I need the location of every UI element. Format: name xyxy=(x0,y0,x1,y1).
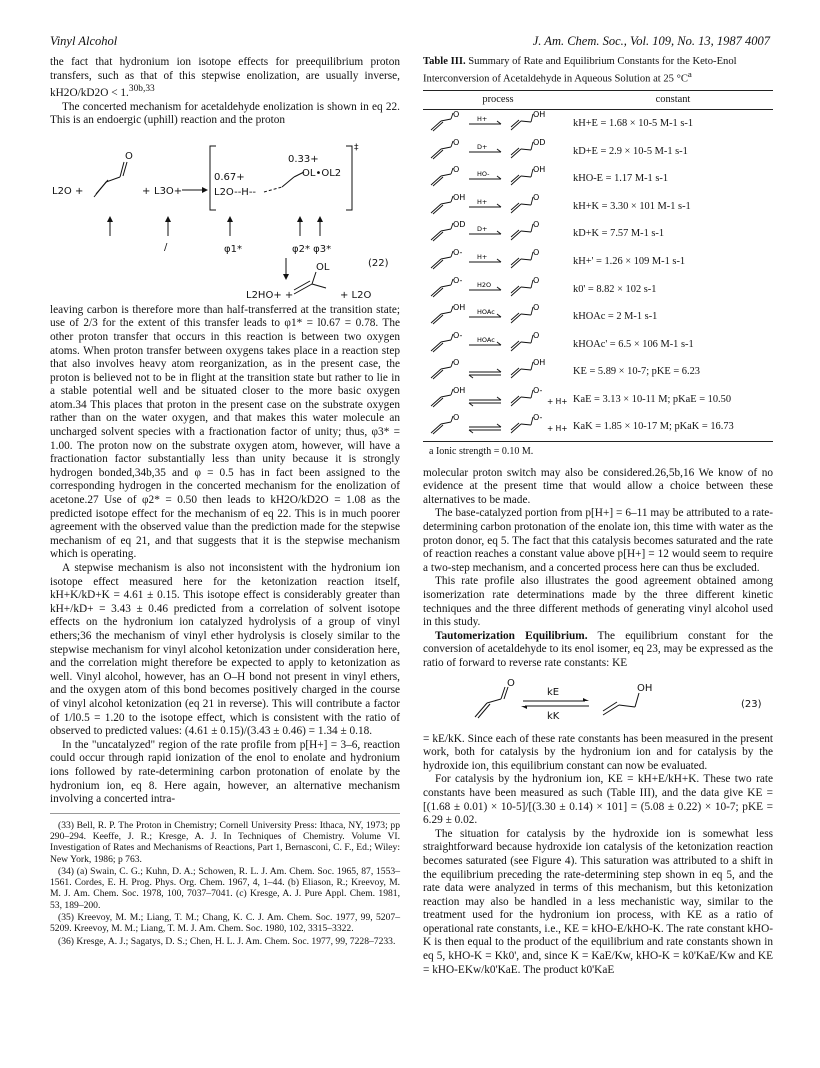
equation-23-drawing xyxy=(423,677,773,727)
proton-label: + H+ xyxy=(547,424,568,434)
table-row xyxy=(423,358,773,386)
reactant-water: L2O + xyxy=(52,185,84,197)
left-structure-group: OH xyxy=(453,192,466,202)
right-structure-group: OH xyxy=(533,109,546,119)
left-structure-group: O- xyxy=(453,330,463,340)
catalyst-label: HO- xyxy=(477,170,490,179)
process-cell xyxy=(423,109,573,137)
table-row xyxy=(423,220,773,248)
constant-cell: kHOAc = 2 M-1 s-1 xyxy=(573,311,658,323)
reaction-drawing xyxy=(423,358,573,381)
left-structure-group: OH xyxy=(453,385,466,395)
eq23-right-group: OH xyxy=(637,682,653,694)
equation-23 xyxy=(423,677,773,727)
left-structure-group: O- xyxy=(453,247,463,257)
reference-33: (33) Bell, R. P. The Proton in Chemistry; Cornell University Press: Ithaca, NY, 1973; pp 290–294. Keeffe, J. R.; Kresge, A. J. In Techniques of Chemistry. Volume VI. Investigation of Rates and Mechanisms of Reactions, Part 1, Bernasconi, C. F., Ed.; Wiley: New York, 1986; p 763. xyxy=(50,819,400,865)
table-row xyxy=(423,193,773,221)
catalyst-label: HOAc xyxy=(477,308,495,317)
reaction-drawing xyxy=(423,331,573,354)
left-structure-group: O xyxy=(453,137,460,147)
phi1-label: φ1* xyxy=(224,243,242,255)
right-structure-group: OD xyxy=(533,137,546,147)
ts-partial-charge-top: 0.33+ xyxy=(288,153,319,165)
right-structure-group: O xyxy=(533,192,540,202)
table-row xyxy=(423,413,773,441)
ts-left-group: L2O--H-- xyxy=(214,186,257,198)
right-column xyxy=(423,56,773,977)
proton-label: + H+ xyxy=(547,396,568,406)
right-structure-group: O xyxy=(533,247,540,257)
reaction-drawing xyxy=(423,220,573,243)
paragraph: A stepwise mechanism is also not inconsistent with the hydronium ion isotope effect measured here for the ketonization reaction itself, kH+K/kD+K = 4.61 ± 0.15. This isotope effect is considerably greater than kH+/kD+ = 3.43 ± 0.46 predicted from a correlation of solvent isotope effects on the hydronium ion catalyzed hydrolysis of a group of vinyl ethers;36 the mechanism of vinyl ether hydrolysis is closely similar to the stepwise mechanism for vinyl alcohol ketonization under consideration here, and the correlation might therefore be expected to apply to ketonization as well. Vinyl alcohol, however, has an O–H bond not present in vinyl ethers, and the oxygen atom of this bond becomes positively charged in the course of vinyl alcohol ketonization (eq 21 in reverse). This will contribute a factor of 1/l0.5 = 1.20 to the isotope effect, which is consistent with the ratio of observed to predicted values: (4.61 ± 0.15)/(3.43 ± 0.46) = 1.34 ± 0.18. xyxy=(50,562,400,738)
table-row xyxy=(423,276,773,304)
catalyst-label: H+ xyxy=(477,114,488,123)
left-structure-group: O- xyxy=(453,275,463,285)
process-cell xyxy=(423,413,573,441)
reaction-drawing xyxy=(423,165,573,188)
table-iii xyxy=(423,90,773,442)
right-structure-group: O- xyxy=(533,385,543,395)
right-structure-group: OH xyxy=(533,165,546,175)
carbonyl-oxygen: O xyxy=(125,150,133,162)
left-structure-group: OH xyxy=(453,303,466,313)
process-cell xyxy=(423,165,573,193)
table-row xyxy=(423,331,773,359)
table-row xyxy=(423,303,773,331)
paragraph: The situation for catalysis by the hydroxide ion is somewhat less straightforward because hydroxide ion catalysis of the ketonization reaction becomes saturated (see Figure 4). This saturation was attributed to a shift in the equilibrium preceding the rate-determining step shown in eq 5, and the rate data were analyzed in terms of this mechanism, but this ketonization reaction may also be handled in a less mechanistic way, similar to the treatment used for the hydronium ion process, with KE as a ratio of operational rate constants, i.e., KE = kHO-E/kHO-K. The rate constant kHO-K is then equal to the product of the equilibrium and rate constants shown in eq 5, kHO-K = Kk0', and, since K = KaE/Kw, kHO-K = k0'KaE/Kw and KE = kHO-EKw/k0'KaE. The product k0'KaE xyxy=(423,827,773,976)
paragraph: For catalysis by the hydronium ion, KE = kH+E/kH+K. These two rate constants have been measured as such (Table III), and the data give KE = [(1.68 ± 0.01) × 10-5]/[(3.30 ± 0.14) × 101] = (5.08 ± 0.22) × 10-7; pKE = 6.29 ± 0.02. xyxy=(423,773,773,827)
constant-cell: kH+E = 1.68 × 10-5 M-1 s-1 xyxy=(573,117,694,129)
paragraph: The concerted mechanism for acetaldehyde enolization is shown in eq 22. This is an endoergic (uphill) reaction and the proton xyxy=(50,100,400,127)
ts-right-group: OL•OL2 xyxy=(302,167,342,179)
ts-partial-charge-left: 0.67+ xyxy=(214,171,245,183)
process-cell xyxy=(423,386,573,414)
catalyst-label: H2O xyxy=(477,280,492,289)
paragraph: the fact that hydronium ion isotope effects for preequilibrium proton transfers, such as that of this stepwise enolization, are usually inverse, kH2O/kD2O < 1.$^{30b,33}$ xyxy=(50,56,400,99)
column-header-process: process xyxy=(423,91,573,110)
paragraph: In the "uncatalyzed" region of the rate profile from p[H+] = 3–6, reaction could occur through rapid ionization of the enol to enolate and hydronium ions followed by rate-determining carbon protonation of enolate by the hydronium ion, eq 8. Here again, however, an alternative mechanism involving a concerted intra- xyxy=(50,738,400,806)
eq23-number: (23) xyxy=(741,698,762,710)
catalyst-label: D+ xyxy=(477,142,488,151)
catalyst-label: HOAc xyxy=(477,335,495,344)
paragraph: This rate profile also illustrates the good agreement obtained among isomerization rate determinations made by the three different kinetic techniques and the three different methods of generating vinyl alcohol used in this study. xyxy=(423,575,773,629)
hydronium-reactant: L3O+ xyxy=(154,185,183,197)
process-cell xyxy=(423,358,573,386)
right-structure-group: O xyxy=(533,275,540,285)
right-structure-group: OH xyxy=(533,358,546,368)
eq23-left-oxygen: O xyxy=(507,677,515,689)
reaction-drawing xyxy=(423,138,573,161)
reaction-drawing xyxy=(423,193,573,216)
journal-citation: J. Am. Chem. Soc., Vol. 109, No. 13, 1987 4007 xyxy=(532,34,770,48)
left-structure-group: OD xyxy=(453,220,466,230)
constant-cell: KaE = 3.13 × 10-11 M; pKaE = 10.50 xyxy=(573,393,732,405)
process-cell xyxy=(423,220,573,248)
running-title: Vinyl Alcohol xyxy=(50,34,118,48)
left-column xyxy=(50,56,400,948)
table-caption: Table III. Summary of Rate and Equilibrium Constants for the Keto-Enol Interconversion of Acetaldehyde in Aqueous Solution at 25 $^\circ C^a$ xyxy=(423,56,737,85)
paragraph: leaving carbon is therefore more than half-transferred at the transition state; use of 2/3 for the extent of this transfer leads to φ1* = l0.67 = 0.78. The other proton transfer that occurs in this reaction is between two oxygen atoms. When proton transfer between oxygens takes place in a reaction step that also involves heavy atom reorganization, as in the present case, the proton is believed not to be in flight at the transition state but rather to lie in a stable potential well and be situated closer to the more basic oxygen atom.34 This places that proton in the present case on the substrate oxygen rather than on the water oxygen, and that makes this water molecule an uncharged solvent species with a fractionation factor of unity; thus, φ3* = 1.00. The proton now on the substrate oxygen atom, however, will have a fractionation factor substantially less than unity because it is strongly hydrogen bonded,34b,35 and φ = 0.5 has in fact been assigned to the corresponding hydrogen in the concerted mechanism for the enolization of acetone.27 Use of φ2* = 0.50 then leads to kH2O/kD2O = 1.08 as the predicted isotope effect for the mechanism of eq 22. This is in much poorer agreement with the observed value than the prediction made for the stepwise mechanism of eq 21, and that suggests that it is the stepwise mechanism which is operating. xyxy=(50,303,400,561)
slash-label: / xyxy=(164,241,168,253)
process-cell xyxy=(423,138,573,166)
process-cell xyxy=(423,193,573,221)
table-row xyxy=(423,109,773,137)
reaction-drawing xyxy=(423,413,573,436)
constant-cell: kD+K = 7.57 M-1 s-1 xyxy=(573,228,665,240)
right-structure-group: O- xyxy=(533,413,543,423)
eq23-reverse-constant: kK xyxy=(547,710,560,722)
ts-charge: ‡ xyxy=(354,142,359,153)
reaction-drawing xyxy=(423,276,573,299)
constant-cell: kH+' = 1.26 × 109 M-1 s-1 xyxy=(573,255,686,267)
constant-cell: kHO-E = 1.17 M-1 s-1 xyxy=(573,173,669,185)
catalyst-label: D+ xyxy=(477,225,488,234)
equation-22-scheme xyxy=(50,132,400,302)
plus-sign: + xyxy=(142,185,151,197)
process-cell xyxy=(423,331,573,359)
table-footnote: a Ionic strength = 0.10 M. xyxy=(429,446,534,458)
catalyst-label: H+ xyxy=(477,252,488,261)
table-row xyxy=(423,386,773,414)
process-cell xyxy=(423,303,573,331)
process-cell xyxy=(423,248,573,276)
equation-22-number: (22) xyxy=(368,257,389,269)
right-structure-group: O xyxy=(533,220,540,230)
reaction-drawing xyxy=(423,110,573,133)
catalyst-label: H+ xyxy=(477,197,488,206)
product-ol: OL xyxy=(316,261,330,273)
column-header-constant: constant xyxy=(573,91,773,110)
constant-cell: KaK = 1.85 × 10-17 M; pKaK = 16.73 xyxy=(573,413,773,441)
product-hydronium: L2HO+ + xyxy=(246,289,294,301)
constant-cell: kH+K = 3.30 × 101 M-1 s-1 xyxy=(573,200,691,212)
left-structure-group: O xyxy=(453,358,460,368)
constant-cell: kD+E = 2.9 × 10-5 M-1 s-1 xyxy=(573,145,688,157)
left-structure-group: O xyxy=(453,165,460,175)
right-structure-group: O xyxy=(533,303,540,313)
constant-cell: k0' = 8.82 × 102 s-1 xyxy=(573,283,657,295)
table-row xyxy=(423,165,773,193)
table-row xyxy=(423,138,773,166)
paragraph: The base-catalyzed portion from p[H+] = 6–11 may be attributed to a rate-determining carbon protonation of the enolate ion, this time with water as the proton donor, eq 5. The fact that this catalysis becomes saturated and the rate of reaction reaches a constant value above p[H+] = 12 would seem to require a two-step mechanism, and a concerted process here can thus be excluded. xyxy=(423,507,773,574)
product-water: + L2O xyxy=(340,289,372,301)
paragraph: = kE/kK. Since each of these rate constants has been measured in the present work, both for catalysis by the hydronium ion and for catalysis by the hydroxide ion, this equilibrium constant can now be evaluated. xyxy=(423,732,773,772)
reaction-drawing xyxy=(423,303,573,326)
process-cell xyxy=(423,276,573,304)
constant-cell: kHOAc' = 6.5 × 106 M-1 s-1 xyxy=(573,338,694,350)
reaction-drawing xyxy=(423,386,573,409)
reference-34: (34) (a) Swain, C. G.; Kuhn, D. A.; Schowen, R. L. J. Am. Chem. Soc. 1965, 87, 1553–1561. Cordes, E. H. Prog. Phys. Org. Chem. 1967, 4, 1–44. (b) Eliason, R.; Kreevoy, M. M. J. Am. Chem. Soc. 1978, 100, 7037–7041. (c) Kresge, A. J. Pure Appl. Chem. 1981, 53, 189–200. xyxy=(50,865,400,911)
reference-35: (35) Kreevoy, M. M.; Liang, T. M.; Chang, K. C. J. Am. Chem. Soc. 1977, 99, 5207–5209. Kreevoy, M. M.; Liang, T. M. J. Am. Chem. Soc. 1980, 102, 3315–3322. xyxy=(50,912,400,935)
left-structure-group: O xyxy=(453,413,460,423)
constant-cell: KE = 5.89 × 10-7; pKE = 6.23 xyxy=(573,366,700,378)
references xyxy=(50,813,400,947)
paragraph: Tautomerization Equilibrium. The equilibrium constant for the conversion of acetaldehyde to its enol isomer, eq 23, may be expressed as the ratio of forward to reverse rate constants: KE xyxy=(423,629,773,669)
right-structure-group: O xyxy=(533,330,540,340)
scheme-drawing xyxy=(50,132,400,302)
table-row xyxy=(423,248,773,276)
reaction-drawing xyxy=(423,248,573,271)
paragraph: molecular proton switch may also be considered.26,5b,16 We know of no evidence at the present time that would allow a choice between these alternatives to be made. xyxy=(423,466,773,506)
phi2-phi3-label: φ2* φ3* xyxy=(292,243,332,255)
left-structure-group: O xyxy=(453,109,460,119)
reference-36: (36) Kresge, A. J.; Sagatys, D. S.; Chen, H. L. J. Am. Chem. Soc. 1977, 99, 7228–7233. xyxy=(58,935,396,947)
eq23-forward-constant: kE xyxy=(547,686,560,698)
